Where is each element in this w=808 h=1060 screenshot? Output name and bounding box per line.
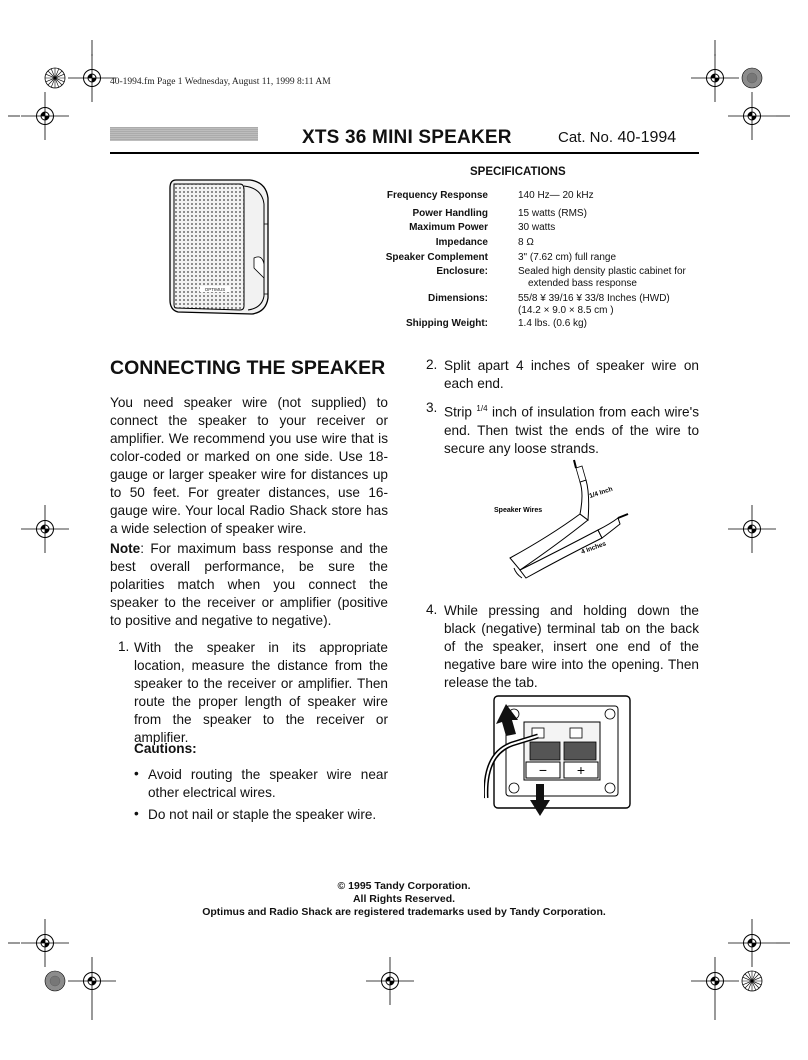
label-speaker-wires: Speaker Wires	[494, 507, 543, 514]
spec-label: Shipping Weight:	[405, 318, 488, 329]
note-text: : For maximum bass response and the best overall performance, be sure the polarities match when you connect the speaker to the receiver or amplifier (positive to positive and negative to negative).	[110, 541, 388, 628]
spec-label: Impedance	[435, 237, 488, 248]
spec-value: 3" (7.62 cm) full range	[518, 252, 617, 263]
spec-value: 8 Ω	[518, 237, 534, 248]
step-number: 3.	[426, 400, 438, 415]
step-text	[444, 400, 699, 458]
gray-bar	[110, 127, 258, 141]
bullet: •	[134, 806, 139, 821]
speaker-illustration	[162, 174, 274, 320]
spec-value: 1.4 lbs. (0.6 kg)	[518, 318, 587, 329]
spec-value-cont: (14.2 × 9.0 × 8.5 cm )	[518, 305, 614, 316]
intro-paragraph: You need speaker wire (not supplied) to connect the speaker to your receiver or amplifier. We recommend you use wire that is color-coded or marked on one side. Use 18-gauge or larger speaker wire for distances up to 50 feet. For greater distances, use 16-gauge wire. Your local Radio Shack store has a wide selection of speaker wire.	[110, 395, 388, 536]
step3-fraction: 1/4	[476, 404, 488, 413]
wire-illustration	[490, 458, 630, 582]
label-four-inches: 4 Inches	[580, 540, 608, 556]
spec-label: Frequency Response	[386, 190, 488, 201]
step-text: With the speaker in its appropriate location, measure the distance from the speaker to the receiver or amplifier. Then route the proper length of speaker wire from the speaker to the receiver or amplifier.	[134, 640, 388, 745]
spec-label: Speaker Complement	[385, 252, 488, 263]
bullet: •	[134, 766, 139, 781]
section-heading: CONNECTING THE SPEAKER	[110, 357, 386, 379]
footer-line: All Rights Reserved.	[352, 893, 456, 905]
note-paragraph	[110, 540, 388, 630]
file-header-line: 40-1994.fm Page 1 Wednesday, August 11, 1999 8:11 AM	[110, 77, 331, 87]
step3-text-b: inch of insulation from each wire's end. Then twist the ends of the wire to secure any loose strands.	[444, 404, 699, 456]
spec-label: Dimensions:	[427, 293, 488, 304]
speaker-brand-text: OPTIMUS	[204, 287, 226, 292]
step-number: 2.	[426, 357, 438, 372]
step-number: 4.	[426, 602, 438, 617]
note-label: Note	[110, 541, 141, 556]
cat-number-value: 40-1994	[617, 129, 677, 146]
spec-value-cont: extended bass response	[528, 278, 637, 289]
terminal-minus-label: −	[538, 762, 548, 778]
step3-text-a: Strip	[444, 404, 477, 420]
terminal-illustration	[484, 694, 636, 818]
page-title: XTS 36 MINI SPEAKER	[302, 127, 512, 148]
footer-line: © 1995 Tandy Corporation.	[337, 880, 471, 892]
terminal-plus-label: +	[576, 762, 586, 778]
cat-label: Cat. No.	[558, 129, 614, 146]
label-quarter-inch: 1/4 Inch	[588, 485, 614, 500]
spec-value: Sealed high density plastic cabinet for	[518, 266, 686, 277]
spec-label: Power Handling	[412, 208, 488, 219]
title-rule	[110, 152, 699, 154]
specs-heading: SPECIFICATIONS	[470, 166, 566, 178]
caution-item: Do not nail or staple the speaker wire.	[148, 807, 377, 822]
spec-value: 15 watts (RMS)	[518, 208, 587, 219]
spec-label: Maximum Power	[409, 222, 488, 233]
spec-value: 30 watts	[518, 222, 556, 233]
footer-line: Optimus and Radio Shack are registered trademarks used by Tandy Corporation.	[202, 906, 606, 918]
step-number: 1.	[118, 639, 130, 654]
spec-value: 140 Hz— 20 kHz	[518, 190, 594, 201]
spec-label: Enclosure:	[436, 266, 488, 277]
spec-value: 55/8 ¥ 39/16 ¥ 33/8 Inches (HWD)	[518, 293, 670, 304]
cautions-heading: Cautions:	[134, 741, 197, 756]
caution-item: Avoid routing the speaker wire near other electrical wires.	[148, 767, 388, 800]
step-text: Split apart 4 inches of speaker wire on each end.	[444, 358, 699, 391]
step-text: While pressing and holding down the black (negative) terminal tab on the back of the speaker, insert one end of the negative bare wire into the opening. Then release the tab.	[444, 603, 699, 690]
catalog-number	[558, 129, 676, 147]
